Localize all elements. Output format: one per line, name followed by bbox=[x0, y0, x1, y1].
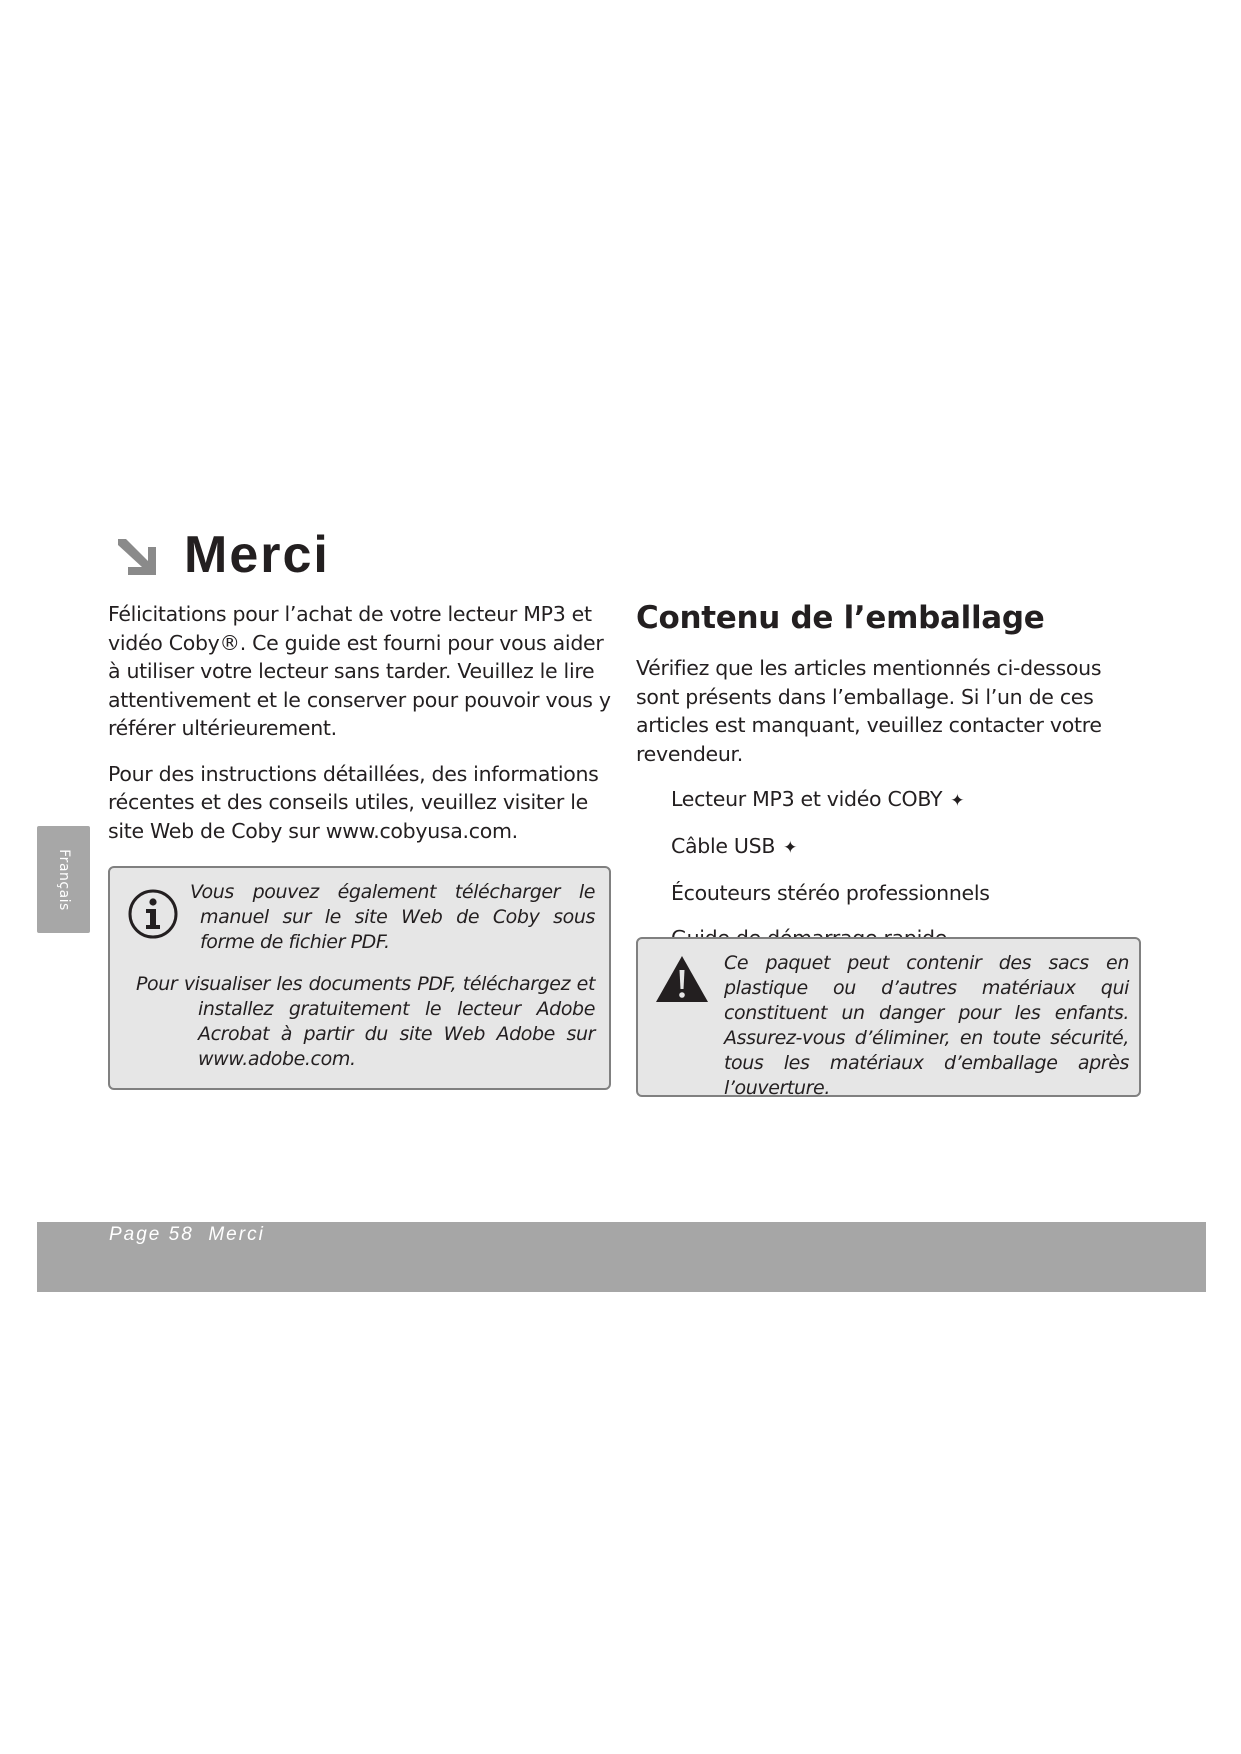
package-column bbox=[636, 598, 1146, 969]
website-paragraph: Pour des instructions détaillées, des informations récentes et des conseils utiles, veuillez visiter le site Web de Coby sur www.cobyusa.com. bbox=[108, 761, 599, 843]
note-box bbox=[108, 866, 611, 1090]
warning-triangle-icon bbox=[654, 954, 710, 1004]
star-bullet-icon: ✦ bbox=[950, 791, 965, 811]
warning-text: Ce paquet peut contenir des sacs en plastique ou d’autres matériaux qui constituent un danger pour les enfants. Assurez-vous d’éliminer, en toute sécurité, tous les matériaux d’emballage après l’ouverture. bbox=[724, 952, 1129, 1099]
package-item bbox=[671, 785, 1146, 815]
package-item-label: Câble USB bbox=[671, 834, 776, 858]
package-item bbox=[671, 832, 1146, 862]
note-text-pdf: Pour visualiser les documents PDF, téléchargez et installez gratuitement le lecteur Adobe Acrobat à partir du site Web Adobe sur www.adobe.com. bbox=[136, 973, 595, 1070]
language-tab bbox=[37, 826, 90, 933]
footer-page-label: Page 58 Merci bbox=[109, 1224, 265, 1245]
package-item bbox=[671, 879, 1146, 907]
language-tab-label: Français bbox=[55, 848, 72, 911]
note-text-download: Vous pouvez également télécharger le manuel sur le site Web de Coby sous forme de fichier PDF. bbox=[190, 881, 595, 953]
page-title: Merci bbox=[184, 526, 330, 584]
intro-column bbox=[108, 600, 618, 862]
package-intro: Vérifiez que les articles mentionnés ci-dessous sont présents dans l’emballage. Si l’un de ces articles est manquant, veuillez contacter votre revendeur. bbox=[636, 656, 1102, 766]
package-item-label: Lecteur MP3 et vidéo COBY bbox=[671, 787, 943, 811]
star-bullet-icon: ✦ bbox=[783, 838, 798, 858]
package-list bbox=[636, 785, 1146, 952]
intro-paragraph: Félicitations pour l’achat de votre lecteur MP3 et vidéo Coby®. Ce guide est fourni pour vous aider à utiliser votre lecteur sans tarder. Veuillez le lire attentivement et le conserver pour pouvoir vous y référer ultérieurement. bbox=[108, 602, 611, 740]
package-item-label: Écouteurs stéréo professionnels bbox=[671, 881, 990, 905]
page-heading bbox=[112, 525, 330, 585]
footer-bar bbox=[37, 1222, 1206, 1292]
info-icon bbox=[127, 888, 179, 940]
warning-box bbox=[636, 937, 1141, 1097]
arrow-down-right-icon bbox=[112, 531, 160, 579]
package-title: Contenu de l’emballage bbox=[636, 600, 1045, 636]
